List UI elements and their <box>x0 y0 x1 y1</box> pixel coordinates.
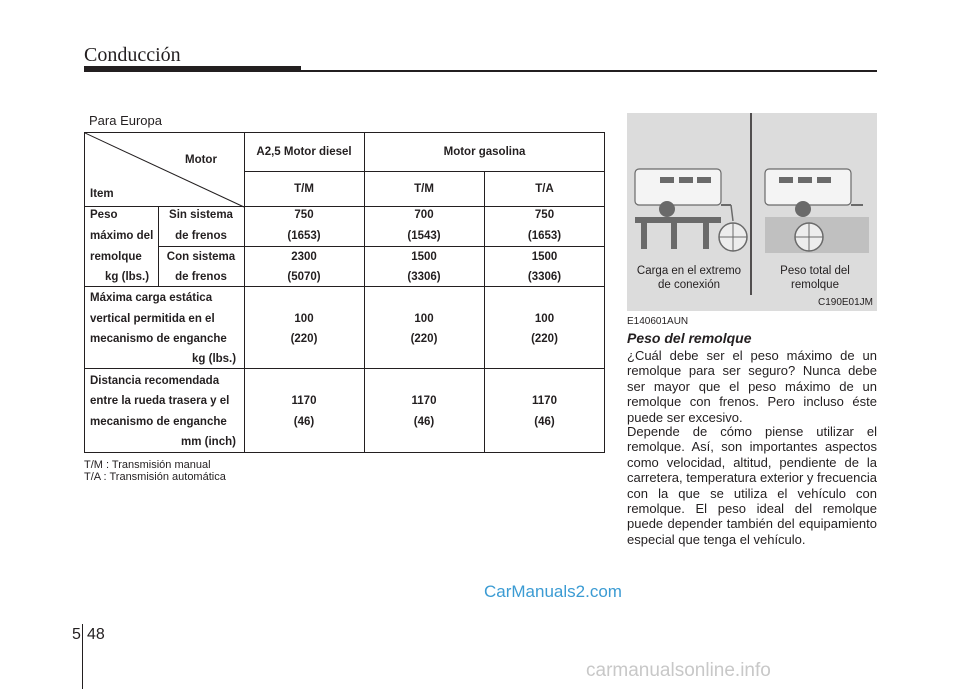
row-label-unit: mm (inch) <box>181 436 236 448</box>
table-divider <box>158 246 605 247</box>
cell-value: 100 <box>534 313 555 325</box>
row-label-line: mecanismo de enganche <box>90 416 227 428</box>
cell-value: (1653) <box>287 230 321 242</box>
cell-value: 750 <box>534 209 555 221</box>
trailer-weight-table <box>84 132 605 453</box>
table-caption: Para Europa <box>89 113 162 128</box>
cell-value: (3306) <box>527 271 562 283</box>
row-label-line: entre la rueda trasera y el <box>90 395 230 407</box>
note-line: T/A : Transmisión automática <box>84 471 226 483</box>
cell-value: (3306) <box>407 271 441 283</box>
cell-value: (220) <box>290 333 318 345</box>
trailer-weight-illustration <box>627 113 877 311</box>
cell-value: 1170 <box>411 395 437 407</box>
figure-code: C190E01JM <box>817 297 873 308</box>
caption-line: de conexión <box>657 279 721 291</box>
table-notes <box>84 459 226 483</box>
table-divider <box>244 171 605 172</box>
figure-caption-left <box>629 264 749 292</box>
caption-line: Peso total del <box>780 265 850 277</box>
row-label-line: vertical permitida en el <box>90 313 215 325</box>
transmission-header: T/M <box>294 183 314 195</box>
subrow-label: de frenos <box>175 271 227 283</box>
subrow-label: Sin sistema <box>169 209 233 221</box>
section-title: Peso del remolque <box>627 330 752 346</box>
cell-value: 100 <box>414 313 434 325</box>
watermark-link[interactable]: CarManuals2.com <box>484 582 622 601</box>
engine-header-diesel: A2,5 Motor diesel <box>256 146 352 158</box>
cell-value: (5070) <box>287 271 321 283</box>
header-rule-thick <box>84 66 301 72</box>
cell-value: (220) <box>531 333 558 345</box>
body-paragraph: ¿Cuál debe ser el peso máximo de un remolque para ser seguro? Nunca debe ser mayor que el peso máximo de un remolque con frenos. Pero incluso éste puede ser excesivo. <box>627 348 877 425</box>
body-paragraph: Depende de cómo piense utilizar el remolque. Así, son importantes aspectos como velocidad, altitud, pendiente de la carretera, temperatura exterior y frecuencia con la que se utiliza el vehículo con remolque. El peso ideal del remolque puede depender también del equipamiento especial que tenga el vehículo. <box>627 424 877 547</box>
cell-value: 700 <box>414 209 434 221</box>
row-label-line: Máxima carga estática <box>90 292 213 304</box>
corner-label-item: Item <box>90 188 114 200</box>
page-header-title: Conducción <box>84 44 181 66</box>
subrow-label: de frenos <box>175 230 227 242</box>
table-divider <box>85 206 605 207</box>
footer-brand-watermark: carmanualsonline.info <box>586 660 771 681</box>
page-number: 48 <box>87 626 105 643</box>
caption-line: remolque <box>791 279 839 291</box>
row-label-line: máximo del <box>90 230 154 242</box>
transmission-header: T/A <box>535 183 554 195</box>
table-divider <box>85 286 605 287</box>
row-label-unit: kg (lbs.) <box>105 271 150 283</box>
table-divider <box>85 368 605 369</box>
section-code: E140601AUN <box>627 316 689 327</box>
cell-value: 1500 <box>411 251 437 263</box>
row-label-line: Distancia recomendada <box>90 375 220 387</box>
engine-header-gasoline: Motor gasolina <box>443 146 526 158</box>
chapter-number: 5 <box>72 626 81 643</box>
row-label-unit: kg (lbs.) <box>192 353 237 365</box>
row-label-line: mecanismo de enganche <box>90 333 227 345</box>
figure-caption-right <box>755 264 875 292</box>
cell-value: (46) <box>293 416 315 428</box>
cell-value: (1543) <box>407 230 441 242</box>
cell-value: 2300 <box>291 251 317 263</box>
cell-value: (1653) <box>527 230 562 242</box>
row-label-line: Peso <box>90 209 118 221</box>
cell-value: 100 <box>294 313 314 325</box>
row-label-line: remolque <box>90 251 142 263</box>
cell-value: 1500 <box>531 251 558 263</box>
cell-value: 1170 <box>291 395 317 407</box>
footer-rule <box>82 624 83 689</box>
note-line: T/M : Transmisión manual <box>84 459 211 471</box>
cell-value: (46) <box>534 416 555 428</box>
caption-line: Carga en el extremo <box>636 265 742 277</box>
subrow-label: Con sistema <box>166 251 236 263</box>
transmission-header: T/M <box>414 183 434 195</box>
cell-value: (220) <box>410 333 438 345</box>
corner-label-motor: Motor <box>185 154 217 166</box>
cell-value: (46) <box>413 416 435 428</box>
cell-value: 1170 <box>532 395 557 407</box>
header-rule-thin <box>301 70 877 72</box>
cell-value: 750 <box>294 209 314 221</box>
